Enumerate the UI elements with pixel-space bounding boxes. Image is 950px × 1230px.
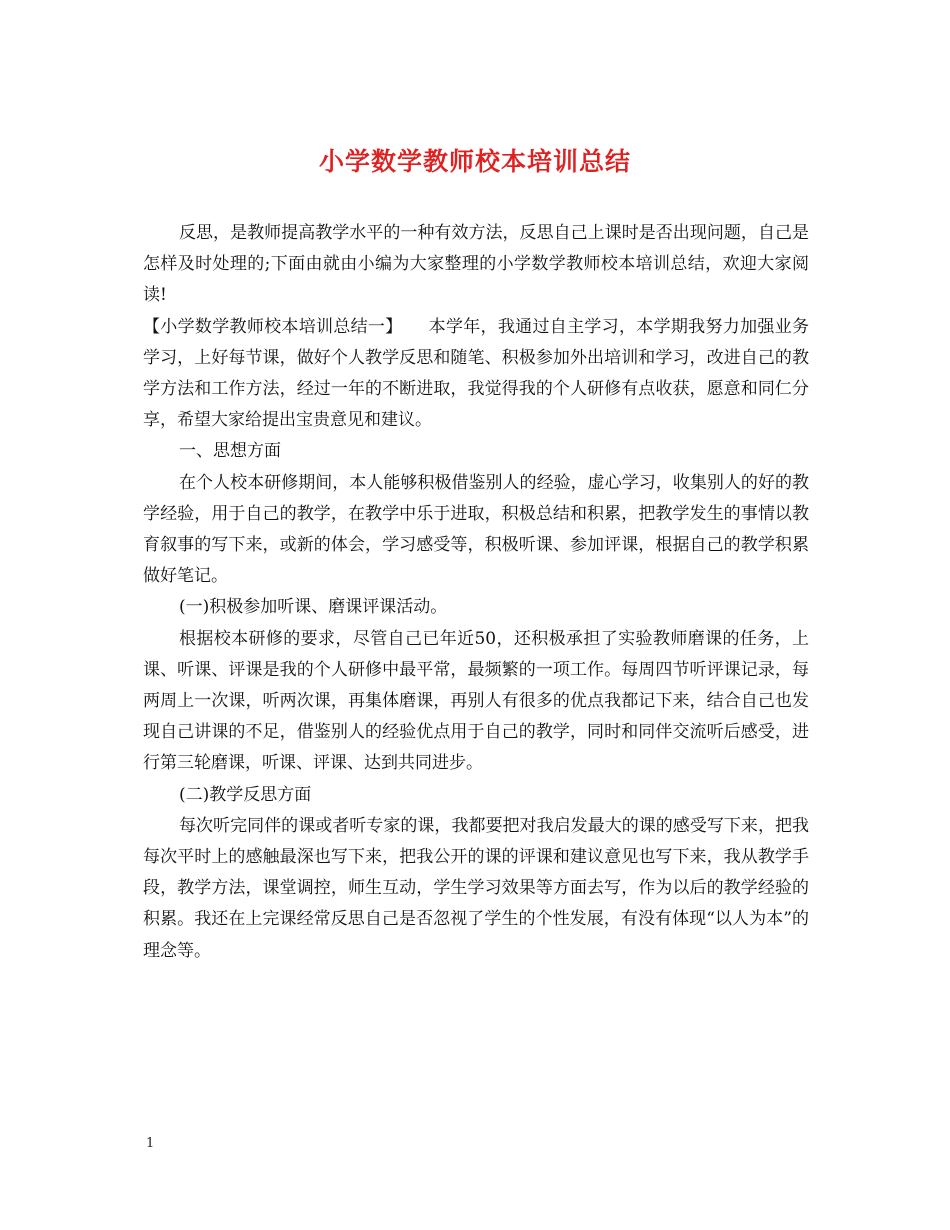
paragraph-intro: 反思，是教师提高教学水平的一种有效方法，反思自己上课时是否出现问题，自己是怎样及时处理的;下面由就由小编为大家整理的小学数学教师校本培训总结，欢迎大家阅读! — [143, 223, 809, 306]
section-heading-thought: 一、思想方面 — [179, 441, 281, 462]
paragraph-summary-one: 【小学数学教师校本培训总结一】 本学年，我通过自主学习，本学期我努力加强业务学习，上好每节课，做好个人教学反思和随笔、积极参加外出培训和学习，改进自己的教学方法和工作方法，经过一年的不断进取，我觉得我的个人研修有点收获，愿意和同仁分享，希望大家给提出宝贵意见和建议。 — [143, 316, 809, 431]
document-title: 小学数学教师校本培训总结 — [318, 147, 631, 176]
paragraph-thought: 在个人校本研修期间，本人能够积极借鉴别人的经验，虚心学习，收集别人的好的教学经验，用于自己的教学，在教学中乐于进取，积极总结和积累，把教学发生的事情以教育叙事的写下来，或新的体会，学习感受等，积极听课、参加评课，根据自己的教学积累做好笔记。 — [143, 472, 809, 587]
paragraph-lessons: 根据校本研修的要求，尽管自己已年近50，还积极承担了实验教师磨课的任务，上课、听课、评课是我的个人研修中最平常，最频繁的一项工作。每周四节听评课记录，每两周上一次课，听两次课，再集体磨课，再别人有很多的优点我都记下来，结合自己也发现自己讲课的不足，借鉴别人的经验优点用于自己的教学，同时和同伴交流听后感受，进行第三轮磨课，听课、评课、达到共同进步。 — [143, 628, 809, 774]
document-body — [143, 218, 809, 967]
subsection-heading-reflection: (二)教学反思方面 — [179, 784, 312, 805]
page-number: 1 — [146, 1136, 155, 1151]
subsection-heading-lessons: (一)积极参加听课、磨课评课活动。 — [179, 597, 448, 618]
paragraph-reflection: 每次听完同伴的课或者听专家的课，我都要把对我启发最大的课的感受写下来，把我每次平时上的感触最深也写下来，把我公开的课的评课和建议意见也写下来，我从教学手段，教学方法，课堂调控，师生互动，学生学习效果等方面去写，作为以后的教学经验的积累。我还在上完课经常反思自己是否忽视了学生的个性发展，有没有体现“以人为本”的理念等。 — [143, 815, 809, 961]
